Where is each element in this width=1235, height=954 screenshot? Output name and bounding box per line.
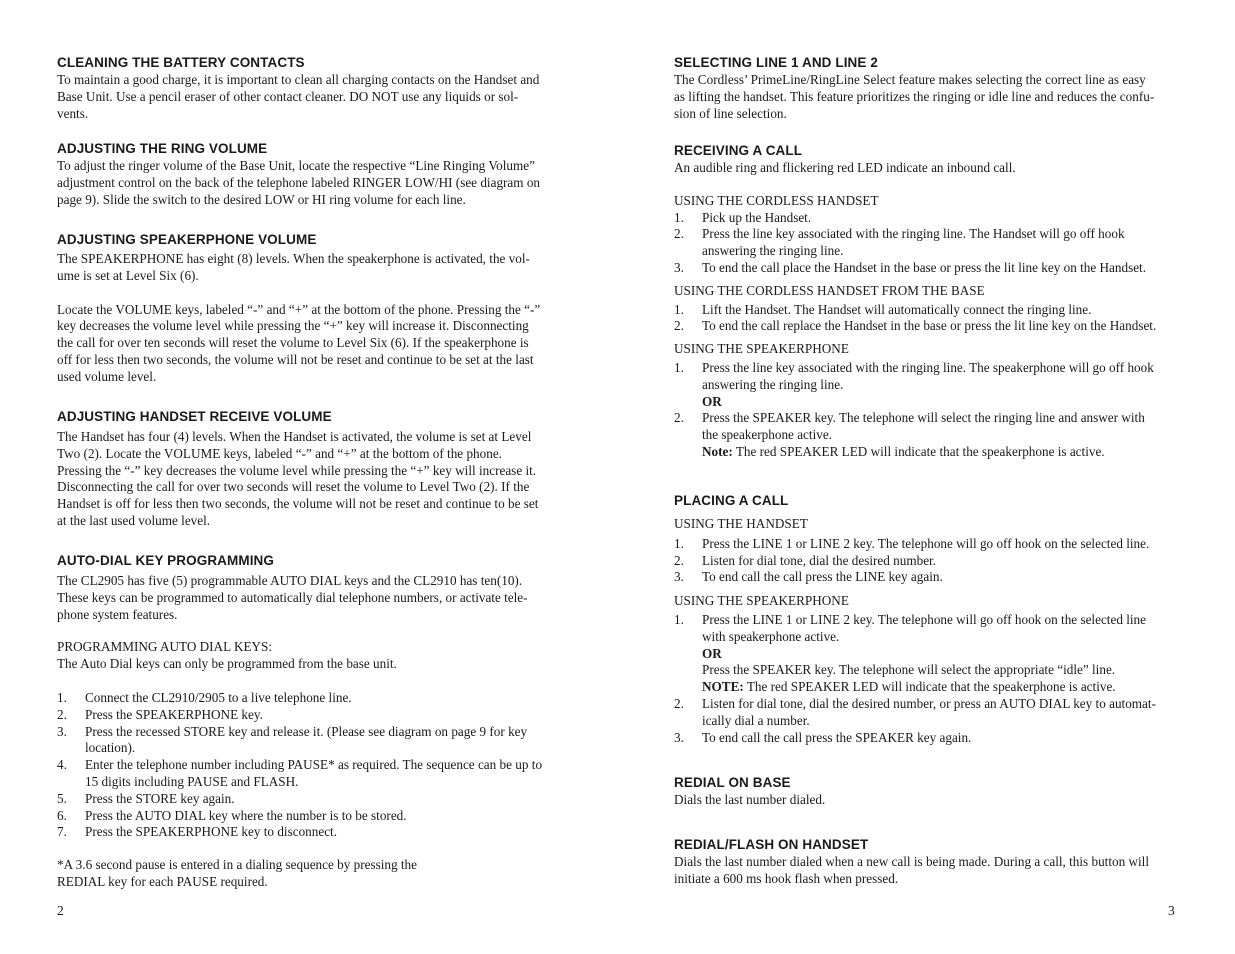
section-body: To maintain a good charge, it is important to clean all charging contacts on the Handset and Base Unit. Use a pencil eraser of other contact cleaner. DO NOT use any liquids or sol- vents. [57,72,540,121]
speakerphone-steps [674,612,1179,746]
section-body: The Cordless’ PrimeLine/RingLine Select feature makes selecting the correct line as easy as lifting the handset. This feature prioritizes the ringing or idle line and reduces the confu- sion of line selection. [674,72,1155,121]
section-title: REDIAL ON BASE [674,775,791,790]
speakerphone-steps [674,360,1179,461]
section-selecting-lines [674,55,1179,122]
list-item: 7. Press the SPEAKERPHONE key to disconnect. [57,824,338,840]
section-placing-call [674,493,1179,746]
subheading: USING THE SPEAKERPHONE [674,593,849,609]
list-item: 2. To end the call replace the Handset in the base or press the lit line key on the Handset. [674,318,1157,334]
section-title: SELECTING LINE 1 AND LINE 2 [674,55,878,70]
list-item: 1. Lift the Handset. The Handset will automatically connect the ringing line. [674,301,1092,317]
section-handset-volume [57,409,562,530]
section-redial-base [674,775,1179,809]
list-item: 1. Press the line key associated with the ringing line. The speakerphone will go off hook answering the ringing line. OR [674,359,1154,409]
footnote: *A 3.6 second pause is entered in a dialing sequence by pressing the REDIAL key for each PAUSE required. [57,857,417,889]
subheading: USING THE CORDLESS HANDSET FROM THE BASE [674,282,985,298]
section-body: To adjust the ringer volume of the Base Unit, locate the respective “Line Ringing Volume” adjustment control on the back of the telephone labeled RINGER LOW/HI (see diagram on page 9). Slide the switch to the desired LOW or HI ring volume for each line. [57,158,541,207]
section-title: ADJUSTING SPEAKERPHONE VOLUME [57,232,317,247]
list-item: 1. Press the LINE 1 or LINE 2 key. The telephone will go off hook on the selected line. [674,535,1150,551]
base-steps [674,302,1179,336]
list-item: 2. Press the SPEAKERPHONE key. [57,706,263,722]
list-item: 1. Press the LINE 1 or LINE 2 key. The telephone will go off hook on the selected line with speakerphone active. OR Press the SPEAKER key. The telephone will select the appropriate “idle” line. NOTE: The red SPEAKER LED will indicate that the speakerphone is active. [674,611,1146,695]
page-number: 2 [57,903,64,918]
list-item: 2. Listen for dial tone, dial the desired number. [674,552,937,568]
section-body: The Handset has four (4) levels. When the Handset is activated, the volume is set at Level Two (2). Locate the VOLUME keys, labeled “-” and “+” at the bottom of the phone. Pressing the “-” key decreases the volume level while pressing the “+” key will increase it. Disconnecting the call for over two seconds will reset the volume to Level Two (2). If the Handset is off for less then two seconds, the volume will not be reset and continue to be set at the last used volume level. [57,429,539,528]
list-item: 2. Listen for dial tone, dial the desired number, or press an AUTO DIAL key to automat- ically dial a number. [674,695,1156,728]
section-body: The Auto Dial keys can only be programmed from the base unit. [57,656,397,672]
section-title: ADJUSTING HANDSET RECEIVE VOLUME [57,409,332,424]
section-body: Dials the last number dialed. [674,792,826,807]
list-item: 3. To end the call place the Handset in the base or press the lit line key on the Handset. [674,259,1147,275]
list-item: 5. Press the STORE key again. [57,790,235,806]
list-item: 2. Press the line key associated with the ringing line. The Handset will go off hook answering the ringing line. [674,226,1125,259]
subheading: USING THE HANDSET [674,516,808,531]
section-ring-volume [57,141,562,208]
section-title: RECEIVING A CALL [674,143,803,158]
list-item: 3. To end call the call press the LINE key again. [674,569,943,585]
section-speakerphone-volume [57,232,562,386]
section-title: CLEANING THE BATTERY CONTACTS [57,55,305,70]
subheading: USING THE SPEAKERPHONE [674,341,849,357]
section-body: Locate the VOLUME keys, labeled “-” and “+” at the bottom of the phone. Pressing the “-” key decreases the volume level while pressing the “+” key will increase it. Disconnecting the call for over ten seconds will reset the volume to Level Six (6). If the speakerphone is off for less then two seconds, the volume will not be reset and continue to be set at the last used volume level. [57,301,541,384]
list-item: 2. Press the SPEAKER key. The telephone will select the ringing line and answer with the speakerphone active. Note: The red SPEAKER LED will indicate that the speakerphone is active. [674,410,1145,459]
subheading: PROGRAMMING AUTO DIAL KEYS: [57,639,273,655]
handset-steps [674,536,1179,586]
section-body: An audible ring and flickering red LED indicate an inbound call. [674,160,1016,175]
right-page [674,0,1179,954]
subheading: USING THE CORDLESS HANDSET [674,192,879,208]
section-title: REDIAL/FLASH ON HANDSET [674,837,869,852]
list-item: 6. Press the AUTO DIAL key where the number is to be stored. [57,807,407,823]
list-item: 3. To end call the call press the SPEAKER key again. [674,729,972,745]
section-title: AUTO-DIAL KEY PROGRAMMING [57,553,275,568]
left-page [57,0,562,954]
section-receiving-call [674,143,1179,461]
list-item: 1. Connect the CL2910/2905 to a live telephone line. [57,689,352,705]
page-number: 3 [1168,903,1175,918]
section-title: PLACING A CALL [674,493,789,508]
cordless-steps [674,210,1179,277]
list-item: 1. Pick up the Handset. [674,209,812,225]
section-redial-flash-handset [674,837,1179,888]
section-cleaning-battery-contacts [57,55,562,122]
section-auto-dial-programming [57,553,562,891]
section-title: ADJUSTING THE RING VOLUME [57,141,268,156]
section-body: The CL2905 has five (5) programmable AUTO DIAL keys and the CL2910 has ten(10). These keys can be programmed to automatically dial telephone numbers, or activate tele- phone system features. [57,573,528,622]
section-body: Dials the last number dialed when a new call is being made. During a call, this button will initiate a 600 ms hook flash when pressed. [674,854,1150,886]
list-item: 4. Enter the telephone number including PAUSE* as required. The sequence can be up to 15 digits including PAUSE and FLASH. [57,757,543,789]
section-body: The SPEAKERPHONE has eight (8) levels. When the speakerphone is activated, the vol- ume is set at Level Six (6). [57,251,530,283]
list-item: 3. Press the recessed STORE key and release it. (Please see diagram on page 9 for key location). [57,723,528,756]
programming-steps [57,690,562,841]
